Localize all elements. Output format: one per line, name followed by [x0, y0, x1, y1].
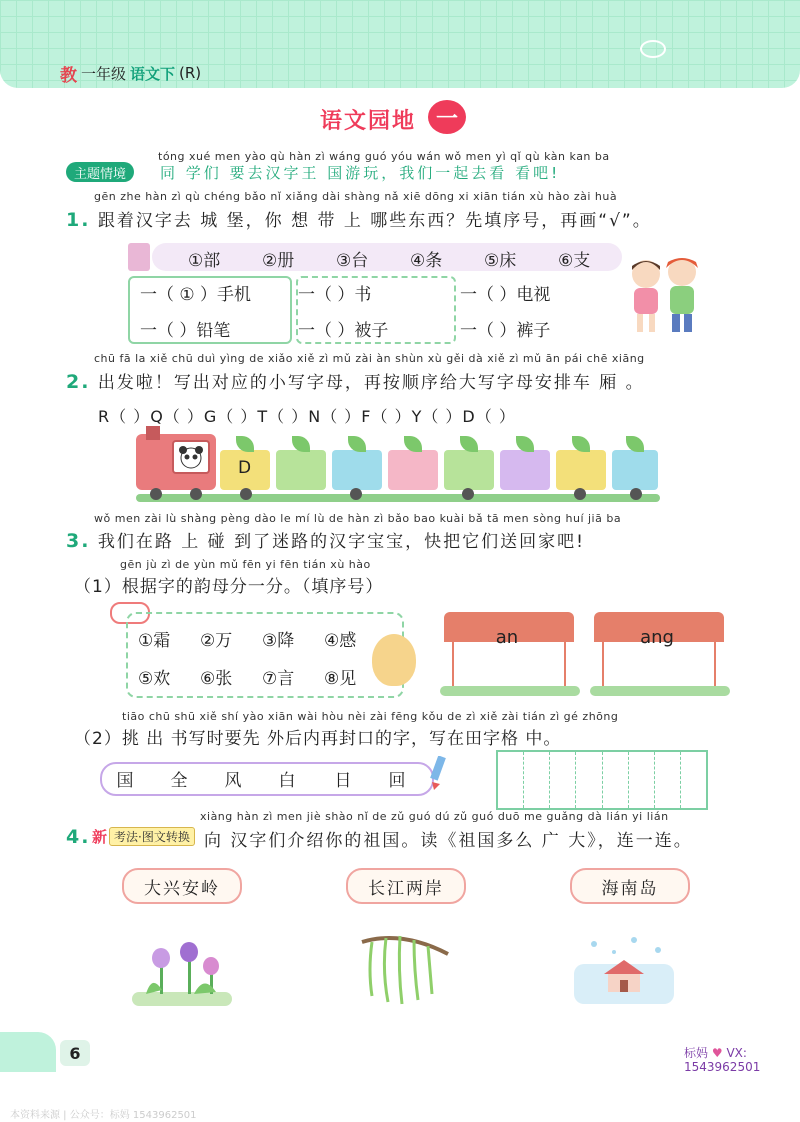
fill-item[interactable]: 一（ ）书 — [298, 285, 372, 305]
grass — [440, 686, 580, 696]
q2-line — [66, 368, 645, 393]
wheel-icon — [240, 488, 252, 500]
brand-logo: 教 — [60, 65, 77, 86]
panda-icon — [172, 440, 210, 474]
fill-item[interactable]: 一（ ）被子 — [298, 321, 389, 341]
pencil-icon — [426, 756, 450, 790]
train-chimney — [146, 426, 160, 440]
bottom-watermark: 本资料来源 | 公众号：标妈 1543962501 — [10, 1110, 197, 1121]
q3-number: 3. — [66, 530, 91, 552]
theme-tag: 主题情境 — [66, 162, 134, 182]
vowel-char: ⑦言 — [262, 669, 295, 689]
page-number: 6 — [60, 1040, 90, 1066]
watermark-vx: VX: — [726, 1046, 747, 1060]
q2-pinyin: chū fā la xiě chū duì yìng de xiǎo xiě zì mǔ zài àn shùn xù gěi dà xiě zì mǔ ān pái chē xiāng — [94, 352, 645, 365]
fill-item[interactable]: 一（ ）电视 — [460, 285, 551, 305]
q3-sub1-pinyin: gēn jù zì de yùn mǔ fēn yi fēn tián xù hào — [120, 558, 371, 571]
q2-text: 出发啦！写出对应的小写字母，再按顺序给大写字母安排车 厢 。 — [97, 373, 645, 393]
snow-house-picture[interactable] — [574, 930, 674, 1010]
vowel-char: ③降 — [262, 631, 295, 651]
place-card[interactable]: 海南岛 — [570, 868, 690, 904]
q1-pinyin: gēn zhe hàn zì qù chéng bǎo nǐ xiǎng dài shàng nǎ xiē dōng xi xiān tián xù hào zài huà — [94, 190, 618, 203]
choice-item: ④条 — [410, 251, 443, 271]
theme-pinyin: tóng xué men yào qù hàn zì wáng guó yóu wán wǒ men yì qǐ qù kàn kan ba — [158, 150, 610, 163]
tulip-picture[interactable] — [132, 930, 232, 1010]
wheel-icon — [350, 488, 362, 500]
train-car — [388, 450, 438, 490]
q2-number: 2. — [66, 371, 91, 393]
q3-sub1-text: （1）根据字的韵母分一分。（填序号） — [74, 577, 384, 597]
q1-text: 跟着汉字去 城 堡，你 想 带 上 哪些东西？先填序号，再画“√”。 — [97, 211, 652, 231]
new-label: 新 — [92, 827, 108, 846]
q3-sub2-text: （2）挑 出 书写时要先 外后内再封口的字，写在田字格 中。 — [74, 729, 562, 749]
train-car — [612, 450, 658, 490]
measure-word-bar — [152, 243, 622, 271]
castle-icon — [128, 243, 150, 271]
train-car-letter: D — [238, 458, 252, 478]
choice-item: ⑥支 — [558, 251, 591, 271]
wheel-icon — [190, 488, 202, 500]
watermark-number: 1543962501 — [684, 1060, 761, 1074]
header-strip — [60, 60, 201, 86]
q3-text: 我们在路 上 碰 到了迷路的汉字宝宝，快把它们送回家吧! — [97, 532, 585, 552]
wheel-icon — [574, 488, 586, 500]
grid-cell[interactable] — [655, 752, 681, 808]
train-car — [444, 450, 494, 490]
char-item: 全 — [170, 771, 188, 791]
grid-cell[interactable] — [681, 752, 706, 808]
char-item: 白 — [278, 771, 296, 791]
choice-item: ②册 — [262, 251, 295, 271]
grid-cell[interactable] — [498, 752, 524, 808]
fill-item[interactable]: 一（ ）裤子 — [460, 321, 551, 341]
vowel-char: ④感 — [324, 631, 357, 651]
q4-number — [66, 826, 90, 848]
letter-blanks[interactable]: R（ ）Q（ ）G（ ）T（ ）N（ ）F（ ）Y（ ）D（ ） — [98, 407, 516, 426]
place-card[interactable]: 大兴安岭 — [122, 868, 242, 904]
q1-line — [66, 206, 652, 231]
char-item: 回 — [388, 771, 406, 791]
unit-badge: 一 — [428, 100, 466, 134]
choice-item: ①部 — [188, 251, 221, 271]
fill-item[interactable]: 一（ ）铅笔 — [140, 321, 231, 341]
grade-label: 一年级 — [81, 64, 127, 83]
willow-picture[interactable] — [352, 930, 452, 1010]
q4-num: 4. — [66, 826, 91, 848]
heart-icon: ♥ — [711, 1046, 723, 1060]
train-car — [332, 450, 382, 490]
wheel-icon — [630, 488, 642, 500]
char-item: 国 — [116, 771, 134, 791]
new-tag-label: 考法·图文转换 — [109, 827, 195, 846]
grid-cell[interactable] — [524, 752, 550, 808]
chick-icon — [372, 634, 416, 686]
footer-band — [0, 1032, 56, 1072]
kids-illustration — [622, 256, 706, 336]
edition-label: (R) — [179, 64, 202, 82]
train-car — [500, 450, 550, 490]
wheel-icon — [150, 488, 162, 500]
grid-cell[interactable] — [629, 752, 655, 808]
choice-item: ③台 — [336, 251, 369, 271]
tianzige-grid[interactable] — [496, 750, 708, 810]
watermark-name: 标妈 — [684, 1046, 709, 1060]
watermark — [684, 1046, 760, 1074]
q4-pinyin: xiàng hàn zì men jiè shào nǐ de zǔ guó dú zǔ guó duō me guǎng dà lián yi lián — [200, 810, 669, 823]
subject-label: 语文下 — [130, 64, 176, 83]
theme-text: 同 学们 要去汉字王 国游玩，我们一起去看 看吧! — [160, 164, 561, 182]
train-car — [556, 450, 606, 490]
q3-sub2-pinyin: tiāo chū shū xiě shí yào xiān wài hòu nèi zài fēng kǒu de zì xiě zài tián zì gé zhōng — [122, 710, 619, 723]
q3-line — [66, 527, 585, 552]
grid-cell[interactable] — [550, 752, 576, 808]
wheel-icon — [462, 488, 474, 500]
grid-cell[interactable] — [576, 752, 602, 808]
vowel-char: ⑧见 — [324, 669, 357, 689]
vowel-char: ②万 — [200, 631, 233, 651]
grass — [590, 686, 730, 696]
vowel-char: ⑥张 — [200, 669, 233, 689]
train-car — [276, 450, 326, 490]
house-label-an: an — [495, 627, 519, 648]
house-label-ang: ang — [640, 627, 674, 648]
new-exam-tag — [92, 826, 195, 846]
q1-number: 1. — [66, 209, 91, 231]
vowel-char: ⑤欢 — [138, 669, 171, 689]
q4-text: 向 汉字们介绍你的祖国。读《祖国多么 广 大》，连一连。 — [204, 831, 693, 851]
char-item: 风 — [224, 771, 242, 791]
q3-pinyin: wǒ men zài lù shàng pèng dào le mí lù de hàn zì bǎo bao kuài bǎ tā men sòng huí jiā ba — [94, 512, 622, 525]
choice-item: ⑤床 — [484, 251, 517, 271]
fill-item[interactable]: 一（ ① ）手机 — [140, 285, 252, 305]
vowel-char: ①霜 — [138, 631, 171, 651]
place-card[interactable]: 长江两岸 — [346, 868, 466, 904]
unit-title: 语文园地 — [320, 109, 417, 134]
cloud-icon — [640, 40, 666, 58]
char-item: 日 — [334, 771, 352, 791]
grid-cell[interactable] — [603, 752, 629, 808]
